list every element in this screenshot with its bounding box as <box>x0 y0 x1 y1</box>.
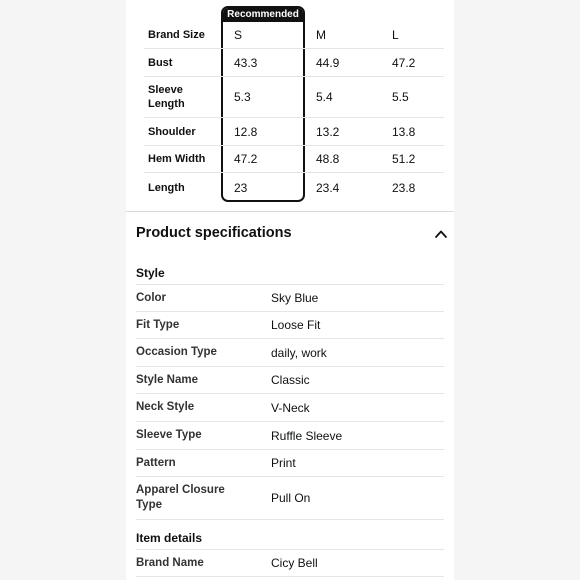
chevron-up-icon[interactable] <box>434 227 448 239</box>
size-cell-l: 5.5 <box>392 90 409 104</box>
size-row-label: Bust <box>148 56 173 69</box>
spec-value: Pull On <box>271 491 311 505</box>
spec-row <box>136 367 444 394</box>
style-section-title: Style <box>136 266 165 280</box>
spec-row <box>136 394 444 422</box>
size-cell-m: 44.9 <box>316 55 340 70</box>
spec-value: Loose Fit <box>271 318 321 332</box>
section-divider <box>126 211 454 212</box>
size-cell-m: 48.8 <box>316 152 340 166</box>
spec-value: Classic <box>271 373 310 387</box>
recommended-badge: Recommended <box>223 8 303 22</box>
size-chart-row <box>144 49 444 77</box>
size-cell-m: 23.4 <box>316 180 340 195</box>
spec-key: Color <box>136 291 167 304</box>
spec-value: Print <box>271 456 296 470</box>
spec-value: V-Neck <box>271 400 310 415</box>
size-row-label: Sleeve Length <box>148 84 185 110</box>
spec-key: Sleeve Type <box>136 429 202 441</box>
size-row-label: Length <box>148 181 185 194</box>
size-cell-l: 13.8 <box>392 124 416 139</box>
size-chart-row <box>144 77 444 118</box>
spec-row <box>136 477 444 520</box>
size-cell-s: 43.3 <box>234 55 258 70</box>
spec-key: Neck Style <box>136 401 195 413</box>
size-cell-s: 47.2 <box>234 152 258 166</box>
spec-value: Ruffle Sleeve <box>271 428 343 443</box>
product-specifications-toggle[interactable] <box>136 222 448 244</box>
size-chart <box>126 0 454 212</box>
spec-row <box>136 549 444 577</box>
size-cell-l: 47.2 <box>392 55 416 70</box>
spec-value: daily, work <box>271 345 327 360</box>
size-cell-m: 5.4 <box>316 90 333 104</box>
size-cell-l: 23.8 <box>392 180 416 195</box>
size-chart-row <box>144 173 444 202</box>
size-cell-m: M <box>316 28 326 42</box>
spec-key: Style Name <box>136 373 199 386</box>
spec-row <box>136 450 444 477</box>
product-specifications-title: Product specifications <box>136 225 292 241</box>
size-chart-row <box>144 118 444 146</box>
spec-row <box>136 312 444 339</box>
size-cell-s: 5.3 <box>234 90 251 104</box>
item-details-section-title: Item details <box>136 531 203 545</box>
size-chart-row <box>144 146 444 173</box>
spec-row <box>136 284 444 312</box>
spec-row <box>136 339 444 367</box>
product-detail-panel <box>126 0 454 580</box>
size-cell-l: L <box>392 28 399 42</box>
spec-key: Pattern <box>136 456 176 469</box>
spec-value: Cicy Bell <box>271 556 318 570</box>
size-cell-s: 12.8 <box>234 124 258 139</box>
size-row-label: Hem Width <box>148 153 206 165</box>
size-cell-s: 23 <box>234 180 248 195</box>
size-cell-m: 13.2 <box>316 124 340 139</box>
spec-key: Brand Name <box>136 556 204 569</box>
spec-key: Apparel Closure Type <box>136 484 225 511</box>
size-chart-row <box>144 22 444 49</box>
spec-key: Occasion Type <box>136 346 217 358</box>
size-cell-l: 51.2 <box>392 152 416 166</box>
spec-row <box>136 422 444 450</box>
size-row-label: Brand Size <box>148 29 205 41</box>
spec-value: Sky Blue <box>271 291 319 305</box>
size-row-label: Shoulder <box>148 125 196 138</box>
size-cell-s: S <box>234 28 243 42</box>
spec-key: Fit Type <box>136 318 180 331</box>
